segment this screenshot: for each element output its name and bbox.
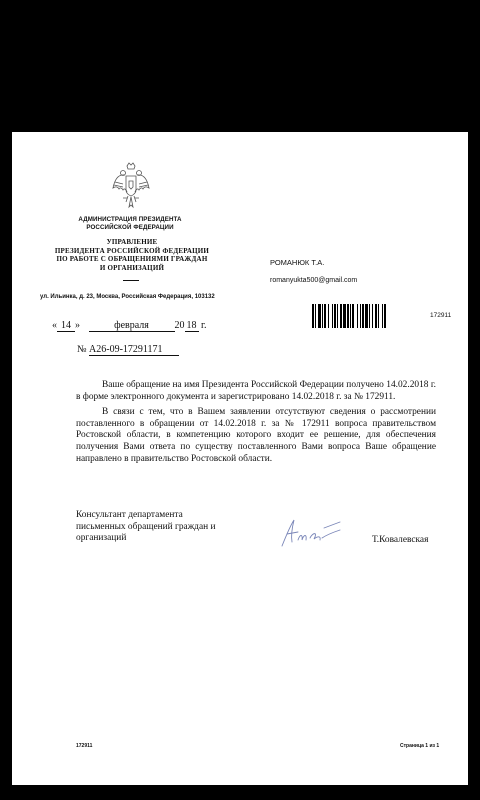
barcode-number: 172911 — [430, 312, 452, 319]
footer-page-label: Страница 1 из 1 — [400, 743, 440, 749]
reference-value: А26-09-17291171 — [89, 344, 179, 356]
recipient-name: РОМАНЮК Т.А. — [270, 258, 325, 267]
administration-header — [60, 216, 200, 231]
reference-prefix: № — [77, 344, 87, 355]
date-year-prefix: 20 — [174, 320, 185, 331]
body-paragraph: Ваше обращение на имя Президента Российской Федерации получено 14.02.2018 г. в форме электронного документа и зарегистрировано 14.02.2018 г. за № 172911. — [76, 380, 436, 402]
recipient-email: romanyukta500@gmail.com — [270, 277, 358, 284]
admin-line: РОССИЙСКОЙ ФЕДЕРАЦИИ — [86, 223, 174, 231]
header-divider — [123, 280, 139, 281]
handwritten-signature — [278, 512, 344, 550]
footer-doc-number: 172911 — [76, 743, 93, 749]
admin-line: АДМИНИСТРАЦИЯ ПРЕЗИДЕНТА — [78, 216, 182, 223]
reference-number — [77, 344, 179, 356]
signer-title-line: организаций — [76, 533, 127, 544]
body-paragraph: В связи с тем, что в Вашем заявлении отсутствуют сведения о рассмотрении поставленного в обращении от 14.02.2018 г. за № 172911 вопроса правительством Ростовской области, в компетенцию которого входит ее решение, для обеспечения получения Вами ответа по существу поставленного Вами вопроса Ваше обращение направлено в правительство Ростовской области. — [76, 407, 436, 464]
document-date — [52, 320, 206, 332]
signer-title-line: Консультант департамента — [76, 510, 183, 520]
letter-body — [76, 380, 436, 469]
barcode-image — [312, 304, 422, 328]
date-open-quote: « — [52, 320, 57, 331]
date-year-abbr: г. — [201, 320, 207, 331]
sender-address: ул. Ильинка, д. 23, Москва, Российская Федерация, 103132 — [40, 294, 215, 300]
date-day: 14 — [57, 320, 75, 332]
coat-of-arms-emblem — [111, 162, 151, 210]
dept-line: ПО РАБОТЕ С ОБРАЩЕНИЯМИ ГРАЖДАН — [56, 255, 208, 264]
signer-title-line: письменных обращений граждан и — [76, 521, 216, 532]
dept-line: И ОРГАНИЗАЦИЙ — [99, 263, 165, 272]
date-close-quote: » — [75, 320, 80, 331]
letter-page — [12, 132, 468, 785]
date-year-suffix: 18 — [186, 320, 197, 331]
dept-line: УПРАВЛЕНИЕ — [106, 238, 158, 246]
signer-title — [76, 510, 236, 545]
date-month: февраля — [89, 320, 175, 332]
department-header — [52, 238, 212, 272]
signer-name: Т.Ковалевская — [372, 535, 429, 545]
dept-line: ПРЕЗИДЕНТА РОССИЙСКОЙ ФЕДЕРАЦИИ — [54, 246, 210, 255]
